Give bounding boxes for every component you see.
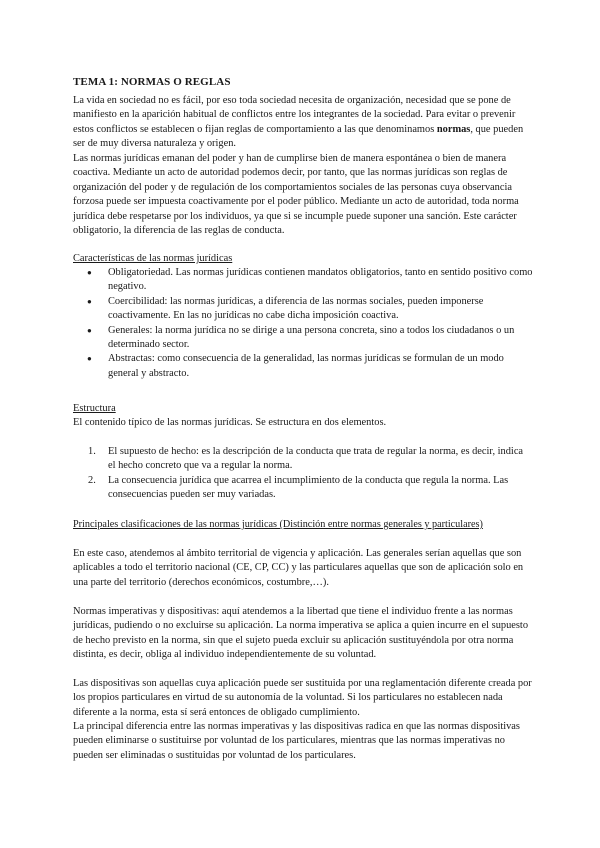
clasificaciones-paragraph-2: Normas imperativas y dispositivas: aquí atendemos a la libertad que tiene el individuo frente a las normas jurídicas, pudiendo o no excluirse su aplicación. La norma imperativa se aplica a quien incurre en el supuesto de hecho previsto en la norma, sin que el sujeto pueda excluir su aplicación sustituyéndola por otra norma distinta, es decir, obliga al individuo independientemente de su voluntad.	[73, 606, 529, 661]
intro-text-end: , que pueden ser de muy diversa naturaleza y origen.	[73, 123, 524, 150]
list-item	[73, 474, 533, 503]
intro-paragraph-2: Las normas jurídicas emanan del poder y han de cumplirse bien de manera espontánea o bien de manera coactiva. Mediante un acto de autoridad podemos decir, por tanto, que las normas jurídicas son reglas de organización del poder y de regulación de los comportamientos sociales de las personas cuya observancia forzosa puede ser impuesta coactivamente por el poder público. Mediante un acto de autoridad, toda norma jurídica debe respetarse por los individuos, ya que si se incumple puede suponer una sanción. Este carácter obligatorio, la diferencia de las reglas de conducta.	[73, 153, 519, 237]
list-number: 1.	[88, 446, 96, 457]
estructura-heading: Estructura	[73, 403, 116, 414]
list-item: ● Abstractas: como consecuencia de la generalidad, las normas jurídicas se formulan de un modo general y abstracto.	[73, 352, 533, 381]
list-item	[73, 445, 533, 474]
intro-paragraph-1	[73, 94, 533, 152]
estructura-text: El contenido típico de las normas jurídicas. Se estructura en dos elementos.	[73, 417, 387, 428]
intro-text-start: La vida en sociedad no es fácil, por eso toda sociedad necesita de organización, necesidad que se pone de manifiesto en la aparición habitual de conflictos entre los integrantes de la sociedad. Para evitar o prevenir estos conflictos se establecen o fijan reglas de comportamiento a las que denominamos	[73, 95, 516, 135]
list-text: El supuesto de hecho: es la descripción de la conducta que trata de regular la norma, es decir, indica el hecho concreto que va a regular la norma.	[108, 446, 524, 472]
list-item: ● Coercibilidad: las normas jurídicas, a diferencia de las normas sociales, pueden imponerse coactivamente. En las no jurídicas no cabe dicha imposición coactiva.	[73, 295, 533, 324]
page-title: TEMA 1: NORMAS O REGLAS	[73, 76, 231, 88]
clasificaciones-paragraph-3: Las dispositivas son aquellas cuya aplicación puede ser sustituida por una reglamentación diferente creada por los propios particulares en virtud de su autonomía de la voluntad. Si los particulares no establecen nada diferente a la norma, esta sí será entonces de obligado cumplimiento.	[73, 678, 532, 718]
caracteristicas-list	[73, 266, 533, 381]
list-item: ● Obligatoriedad. Las normas jurídicas contienen mandatos obligatorios, tanto en sentido positivo como negativo.	[73, 266, 533, 295]
clasificaciones-paragraph-4: La principal diferencia entre las normas imperativas y las dispositivas radica en que las normas dispositivas pueden eliminarse o sustituirse por voluntad de los particulares, mientras que las normas imperativas no pueden ser eliminadas o sustituidas por voluntad de los particulares.	[73, 721, 520, 761]
caracteristicas-heading: Características de las normas jurídicas	[73, 253, 233, 264]
clasificaciones-heading: Principales clasificaciones de las normas jurídicas (Distinción entre normas generales y particulares)	[73, 519, 483, 530]
clasificaciones-paragraph-1: En este caso, atendemos al ámbito territorial de vigencia y aplicación. Las generales serían aquellas que son aplicables a todo el territorio nacional (CE, CP, CC) y las particulares aquellas que son de aplicación solo en una parte del territorio (derechos económicos, costumbre,…).	[73, 548, 524, 588]
estructura-list	[73, 445, 533, 503]
list-item: ● Generales: la norma jurídica no se dirige a una persona concreta, sino a todos los ciudadanos o un determinado sector.	[73, 324, 533, 353]
list-text: La consecuencia jurídica que acarrea el incumplimiento de la conducta que regula la norma. Las consecuencias pueden ser muy variadas.	[108, 474, 509, 501]
list-number: 2.	[88, 474, 96, 486]
intro-bold-term: normas	[436, 123, 471, 135]
